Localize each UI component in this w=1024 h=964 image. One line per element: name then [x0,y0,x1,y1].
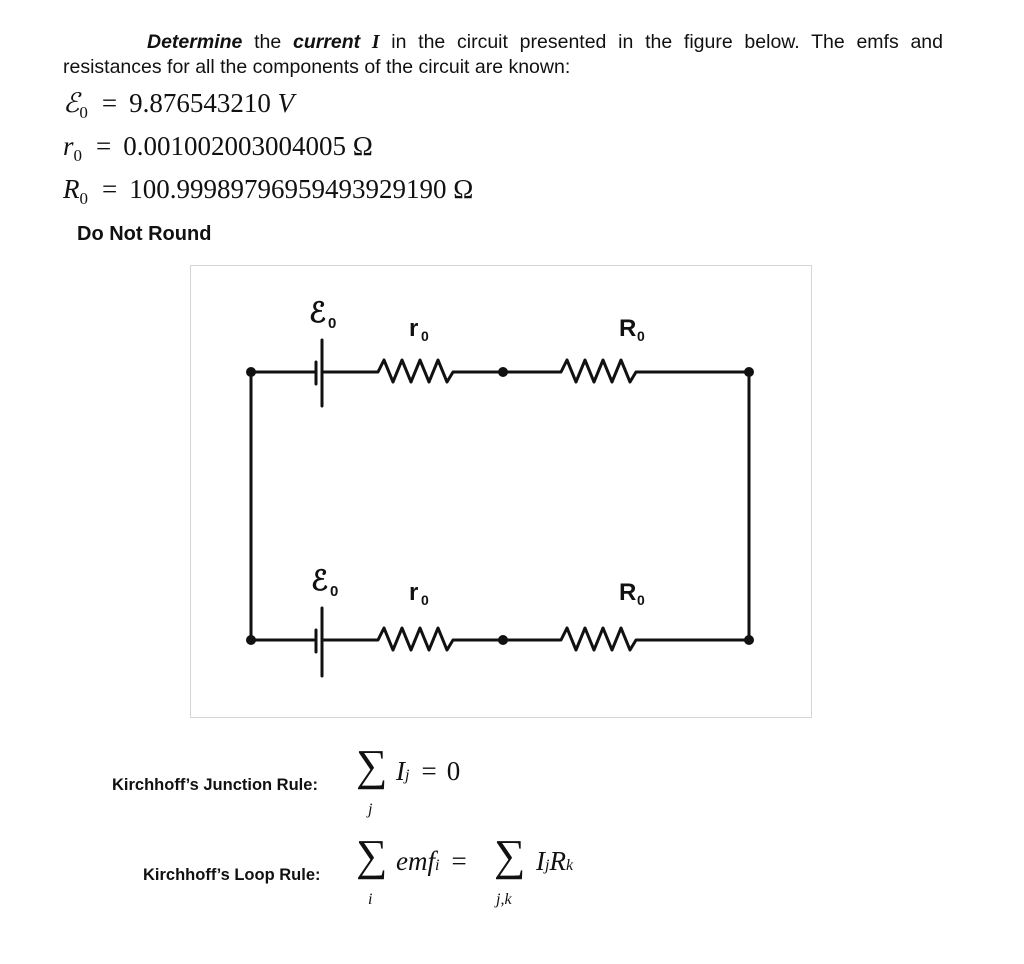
circuit-figure [190,265,812,718]
loop-sigma-right-index: j,k [496,891,512,908]
junction-rule-label: Kirchhoff’s Junction Rule: [112,776,318,794]
bottom-resistor-wire [324,628,749,650]
R-symbol: R [63,174,80,204]
junction-rhs: 0 [446,756,461,786]
loop-sigma-left-index: i [368,891,373,908]
bottom-r-subscript: 0 [421,592,429,608]
loop-sigma-right: ∑ [494,831,526,880]
problem-statement [63,30,943,80]
top-right-node [744,367,754,377]
top-R-label: R [619,315,637,342]
r-symbol: r [63,131,74,161]
loop-sigma-left: ∑ [356,831,388,880]
emf-subscript: 0 [79,103,88,122]
equals-sign: = [101,88,118,118]
bottom-middle-node [498,635,508,645]
top-emf-label: ℰ [309,297,326,328]
bottom-right-node [744,635,754,645]
equals-sign: = [96,131,112,161]
loop-resistance-var: R [549,846,566,876]
top-emf-subscript: 0 [328,315,337,332]
loop-emf-term: emf [396,846,435,876]
junction-sigma: ∑ [356,741,388,790]
given-emf-equation [63,88,294,123]
junction-current-var: I [396,756,405,786]
junction-expression [396,756,460,787]
r-unit: Ω [352,131,373,161]
loop-current-var: I [536,846,545,876]
emf-value: 9.876543210 [129,88,271,118]
bottom-emf-label: ℰ [311,565,328,596]
text-the: the [242,31,293,53]
top-R-subscript: 0 [637,328,645,344]
top-resistor-wire [324,360,749,382]
top-r-label: r [409,315,419,342]
loop-equals: = [451,846,467,876]
loop-resistance-sub: k [565,857,574,874]
emphasis-current: current [292,31,361,53]
top-middle-node [498,367,508,377]
bottom-left-node [246,635,256,645]
R-subscript: 0 [79,189,88,208]
R-value: 100.99989796959493929190 [129,174,447,204]
r-value: 0.001002003004005 [123,131,346,161]
loop-rhs-expression [536,846,573,877]
loop-rule-label: Kirchhoff’s Loop Rule: [143,866,321,884]
circuit-diagram [191,266,813,719]
emphasis-determine: Determine [147,31,243,53]
do-not-round-note: Do Not Round [77,223,212,245]
given-internal-resistance-equation [63,131,373,166]
top-left-node [246,367,256,377]
bottom-R-label: R [619,579,637,606]
problem-line-1 [63,30,943,55]
bottom-r-label: r [409,579,419,606]
loop-emf-sub: i [434,857,440,874]
problem-line-2: resistances for all the components of the circuit are known: [63,56,571,78]
emphasis-variable-i: I [371,32,380,53]
text-rest-line-1: in the circuit presented in the figure below. The emfs and [379,31,943,53]
equals-sign: = [102,174,118,204]
bottom-emf-subscript: 0 [330,583,339,600]
bottom-R-subscript: 0 [637,592,645,608]
junction-current-sub: j [405,767,410,784]
loop-lhs-expression [396,846,467,877]
junction-sigma-index: j [368,801,373,818]
r-subscript: 0 [73,146,83,165]
junction-equals: = [421,756,437,786]
top-r-subscript: 0 [421,328,429,344]
emf-unit: V [277,88,295,118]
given-resistance-equation [63,174,473,209]
emf-symbol: ℰ [63,88,80,118]
R-unit: Ω [453,174,474,204]
loop-current-sub: j [545,857,550,874]
